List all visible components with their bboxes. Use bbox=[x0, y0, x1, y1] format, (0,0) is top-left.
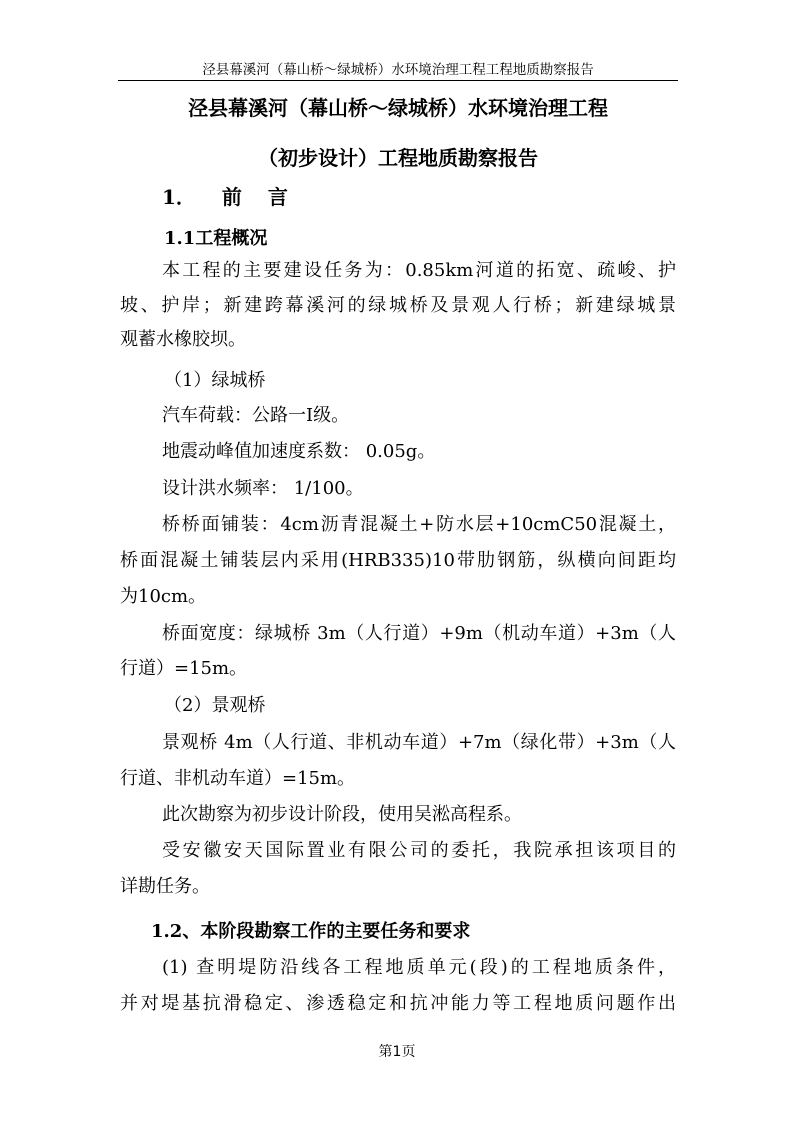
deck-width-line: 行道）=15m。 bbox=[120, 658, 248, 679]
landscape-bridge-width-line: 景观桥 4m（人行道、非机动车道）+7m（绿化带）+3m（人 bbox=[162, 732, 676, 753]
task-item-line: (1) 查明堤防沿线各工程地质单元(段)的工程地质条件， bbox=[162, 957, 676, 978]
bridge-1-title: （1）绿城桥 bbox=[164, 370, 266, 391]
paving-line: 桥面混凝土铺装层内采用(HRB335)10带肋钢筋，纵横向间距均 bbox=[120, 550, 676, 571]
header-divider bbox=[118, 80, 678, 81]
report-title-line-1: 泾县幕溪河（幕山桥～绿城桥）水环境治理工程 bbox=[188, 96, 608, 120]
paragraph-line: 观蓄水橡胶坝。 bbox=[120, 329, 246, 350]
section-1-word-2: 言 bbox=[267, 185, 288, 209]
deck-width-line: 桥面宽度：绿城桥 3m（人行道）+9m（机动车道）+3m（人 bbox=[162, 623, 676, 644]
commission-line: 详勘任务。 bbox=[120, 876, 210, 897]
section-1-1-heading: 1.1工程概况 bbox=[164, 228, 268, 249]
seismic-coefficient-line: 地震动峰值加速度系数： 0.05g。 bbox=[162, 441, 436, 462]
vehicle-load-line: 汽车荷载：公路一Ⅰ级。 bbox=[162, 405, 350, 426]
running-header: 泾县幕溪河（幕山桥～绿城桥）水环境治理工程工程地质勘察报告 bbox=[202, 62, 594, 78]
paving-line: 为10cm。 bbox=[120, 586, 207, 607]
survey-stage-line: 此次勘察为初步设计阶段，使用吴淞高程系。 bbox=[162, 804, 522, 825]
section-1-word-1: 前 bbox=[221, 185, 242, 209]
paving-line: 桥桥面铺装：4cm沥青混凝土+防水层+10cmC50混凝土， bbox=[162, 514, 676, 535]
page-number: 第1页 bbox=[378, 1044, 416, 1060]
flood-frequency-line: 设计洪水频率： 1/100。 bbox=[162, 478, 364, 499]
commission-line: 受安徽安天国际置业有限公司的委托，我院承担该项目的 bbox=[162, 840, 676, 861]
paragraph-line: 坡、护岸；新建跨幕溪河的绿城桥及景观人行桥；新建绿城景 bbox=[120, 295, 676, 316]
section-1-heading bbox=[162, 184, 288, 210]
section-1-number: 1． bbox=[162, 185, 196, 209]
paragraph-line: 本工程的主要建设任务为：0.85km河道的拓宽、疏峻、护 bbox=[162, 260, 676, 281]
report-title-line-2: （初步设计）工程地质勘察报告 bbox=[258, 146, 538, 170]
task-item-line: 并对堤基抗滑稳定、渗透稳定和抗冲能力等工程地质问题作出 bbox=[120, 993, 676, 1014]
section-1-2-heading: 1.2、本阶段勘察工作的主要任务和要求 bbox=[151, 921, 471, 942]
landscape-bridge-width-line: 行道、非机动车道）=15m。 bbox=[120, 768, 356, 789]
bridge-2-title: （2）景观桥 bbox=[164, 695, 266, 716]
